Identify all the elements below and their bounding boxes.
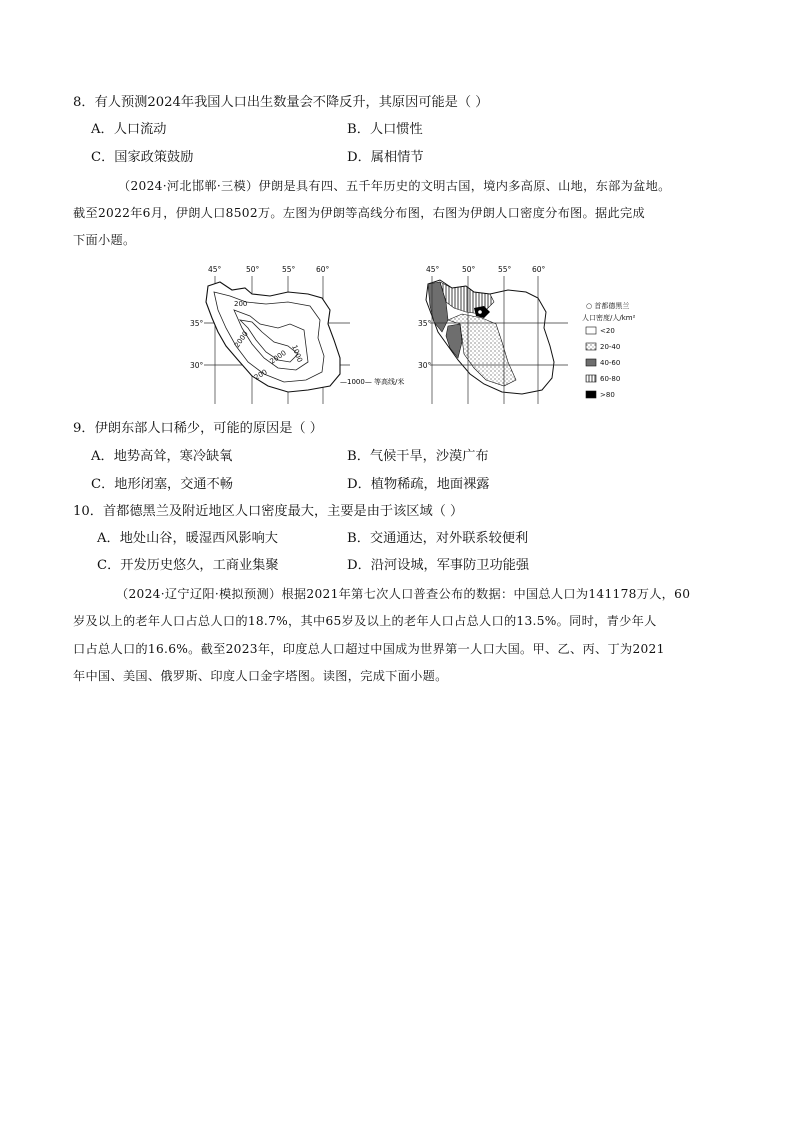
q9-option-d: D．植物稀疏，地面裸露 [347, 477, 490, 492]
right-lat-label: 35° [418, 319, 432, 328]
iran-outline [206, 282, 340, 392]
contour-label: 2000 [268, 348, 288, 366]
legend-swatch-20-40 [586, 343, 596, 350]
density-legend-title: 人口密度/人/km² [582, 314, 636, 322]
legend-swatch-lt20 [586, 327, 596, 334]
contour-label: 200 [234, 300, 248, 308]
contour-legend: —1000— 等高线/米 [340, 378, 405, 386]
passage-2-line-3: 口占总人口的16.6%。截至2023年，印度总人口超过中国成为世界第一人口大国。甲、乙、丙、丁为2021 [73, 642, 665, 656]
left-lon-label: 55° [282, 265, 296, 274]
legend-swatch-40-60 [586, 359, 596, 366]
contour-label: 2000 [233, 329, 250, 350]
iran-contour-map [190, 262, 405, 410]
right-lon-label: 60° [532, 265, 546, 274]
capital-legend: ○ 首都德黑兰 [586, 302, 630, 310]
left-lat-label: 30° [190, 361, 204, 370]
legend-swatch-gt80 [586, 391, 596, 398]
passage-2-line-1: （2024·辽宁辽阳·模拟预测）根据2021年第七次人口普查公布的数据：中国总人口为141178万人，60 [116, 587, 691, 601]
q8-option-d: D．属相情节 [347, 150, 424, 165]
question-9-stem: 9．伊朗东部人口稀少，可能的原因是（ ） [73, 421, 323, 436]
legend-label: 40-60 [600, 359, 621, 367]
q10-option-c: C．开发历史悠久，工商业集聚 [97, 558, 279, 573]
tehran-marker [478, 310, 482, 314]
legend-label: <20 [600, 327, 615, 335]
legend-label: 20-40 [600, 343, 621, 351]
passage-1-line-1: （2024·河北邯郸·三模）伊朗是具有四、五千年历史的文明古国，境内多高原、山地，东部为盆地。 [118, 179, 671, 193]
right-lon-label: 45° [426, 265, 440, 274]
legend-label: 60-80 [600, 375, 621, 383]
left-lon-label: 45° [208, 265, 222, 274]
q8-option-a: A．人口流动 [91, 122, 167, 137]
passage-1-line-3: 下面小题。 [73, 233, 136, 247]
question-10-stem: 10．首都德黑兰及附近地区人口密度最大，主要是由于该区域（ ） [73, 504, 464, 519]
legend-label: >80 [600, 391, 615, 399]
q10-option-a: A．地处山谷，暖湿西风影响大 [97, 531, 278, 546]
right-lon-label: 55° [498, 265, 512, 274]
left-lon-label: 50° [246, 265, 260, 274]
iran-population-density-map [418, 262, 578, 410]
contour-label: 200 [253, 368, 269, 382]
q8-option-b: B．人口惯性 [347, 122, 423, 137]
question-8-stem: 8．有人预测2024年我国人口出生数量会不降反升，其原因可能是（ ） [73, 95, 489, 110]
q9-option-b: B．气候干旱，沙漠广布 [347, 449, 489, 464]
left-lat-label: 35° [190, 319, 204, 328]
q10-option-b: B．交通通达，对外联系较便利 [347, 531, 529, 546]
q9-option-a: A．地势高耸，寒冷缺氧 [91, 449, 233, 464]
q8-option-c: C．国家政策鼓励 [91, 150, 194, 165]
q9-option-c: C．地形闭塞，交通不畅 [91, 477, 233, 492]
passage-2-line-4: 年中国、美国、俄罗斯、印度人口金字塔图。读图，完成下面小题。 [73, 669, 448, 683]
q10-option-d: D．沿河设城，军事防卫功能强 [347, 558, 530, 573]
right-lat-label: 30° [418, 361, 432, 370]
passage-1-line-2: 截至2022年6月，伊朗人口8502万。左图为伊朗等高线分布图，右图为伊朗人口密度分布图。据此完成 [73, 206, 645, 220]
left-lon-label: 60° [316, 265, 330, 274]
density-legend [582, 300, 672, 406]
right-lon-label: 50° [462, 265, 476, 274]
contour-label: 1000 [290, 343, 304, 364]
legend-swatch-60-80 [586, 375, 596, 382]
passage-2-line-2: 岁及以上的老年人口占总人口的18.7%，其中65岁及以上的老年人口占总人口的13.5%。同时，青少年人 [73, 614, 657, 628]
